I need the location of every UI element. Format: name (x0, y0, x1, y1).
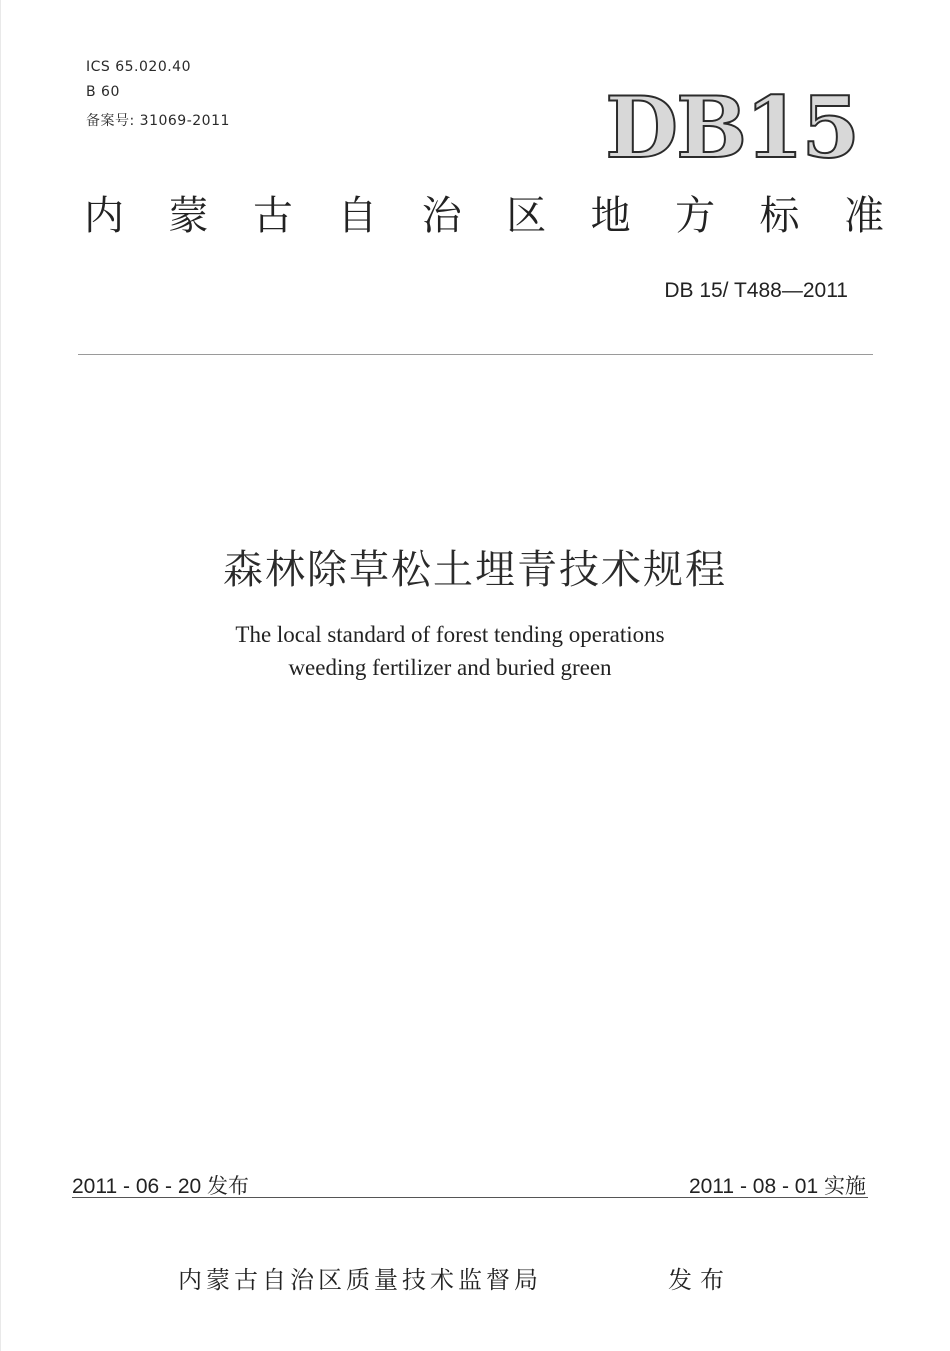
issue-date: 2011 - 06 - 20 发布 (72, 1175, 250, 1198)
standard-type-char: 方 (675, 193, 716, 239)
standard-type-char: 标 (759, 193, 800, 239)
effective-date: 2011 - 08 - 01 实施 (688, 1175, 866, 1198)
standard-type-char: 治 (421, 193, 462, 239)
publish-label: 发布 (668, 1266, 732, 1294)
standard-type-char: 准 (843, 193, 884, 239)
standard-type-char: 古 (252, 193, 293, 239)
filing-number: 备案号: 31069-2011 (86, 113, 230, 129)
standard-code: DB 15/ T488—2011 (664, 279, 848, 302)
standard-type-char: 区 (506, 193, 547, 239)
standard-type-char: 蒙 (168, 193, 209, 239)
classification-code: B 60 (86, 84, 120, 100)
english-title-line-1: The local standard of forest tending operations (235, 622, 665, 647)
db15-logo: DB15 (605, 78, 858, 177)
standard-type-char: 地 (590, 193, 631, 239)
ics-code: ICS 65.020.40 (86, 59, 191, 75)
footer-divider (72, 1197, 868, 1198)
english-title-line-2: weeding fertilizer and buried green (288, 655, 612, 680)
publisher-name: 内蒙古自治区质量技术监督局 (178, 1266, 542, 1294)
standard-type-char: 内 (84, 193, 124, 239)
header-divider (78, 354, 873, 355)
standard-type-title (84, 193, 884, 239)
standard-type-char: 自 (337, 193, 378, 239)
chinese-title: 森林除草松土埋青技术规程 (223, 547, 727, 593)
